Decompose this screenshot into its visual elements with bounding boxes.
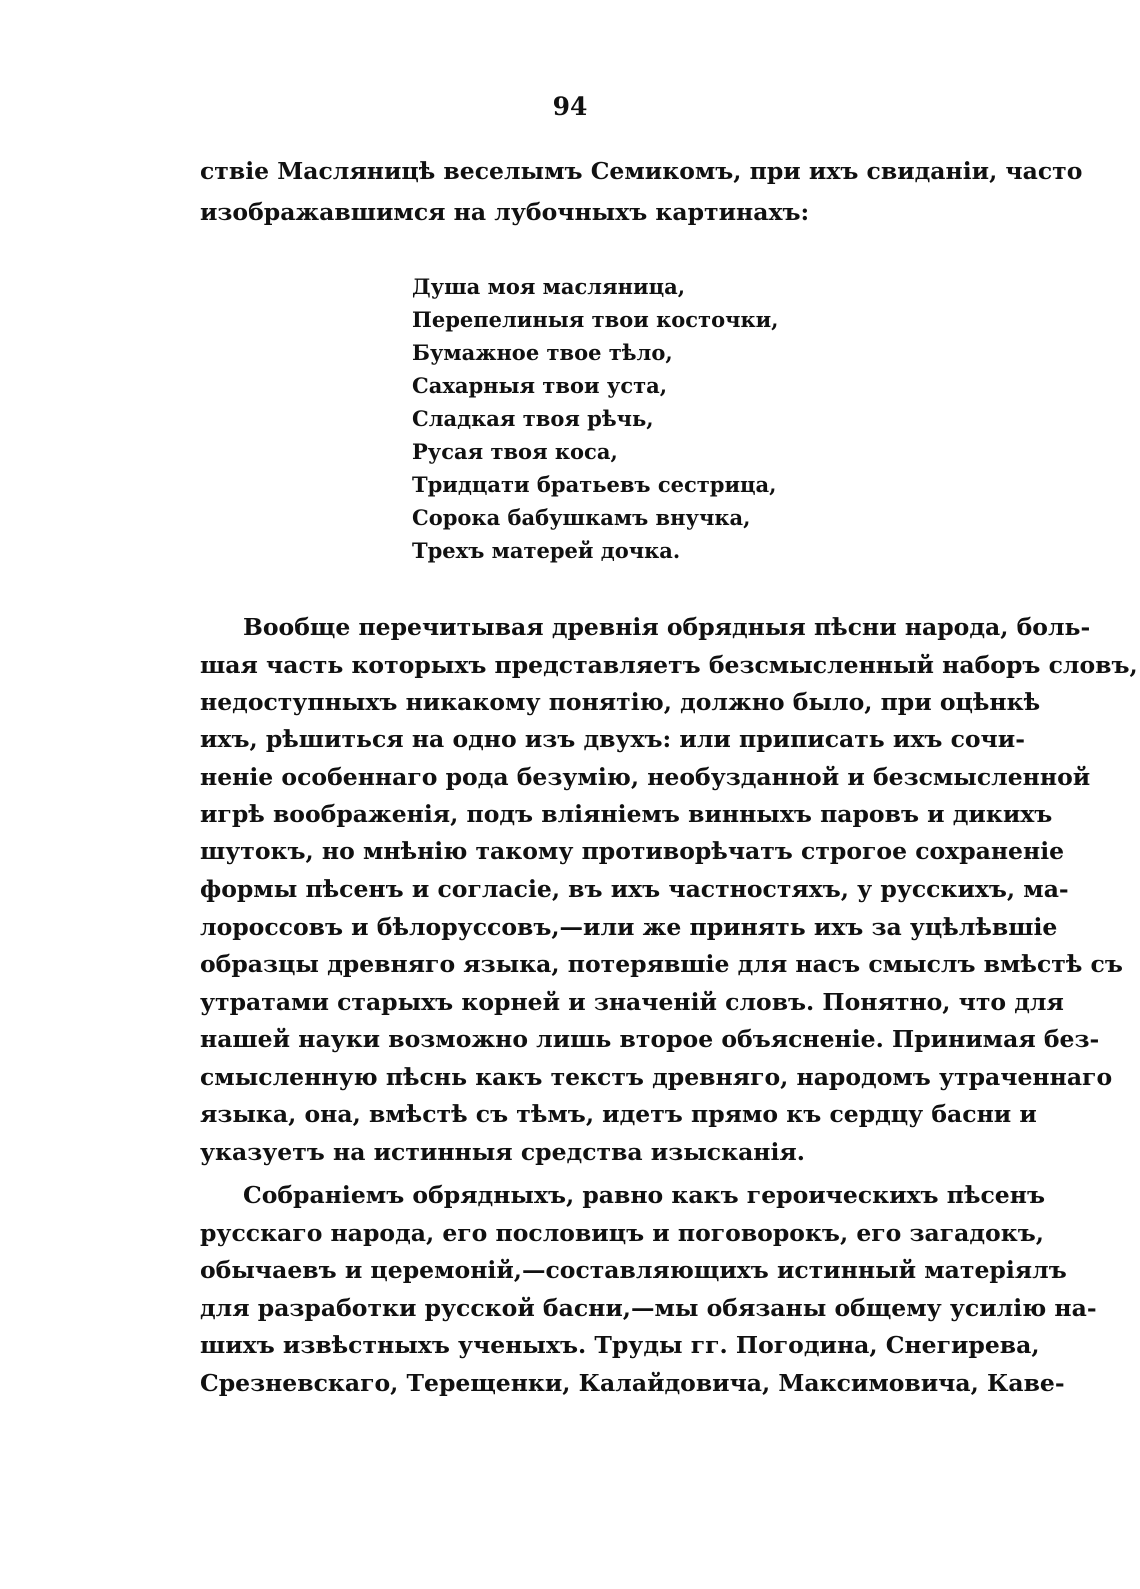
verse-line: Бумажное твое тѣло, [412,340,673,365]
text-line: формы пѣсенъ и согласіе, въ ихъ частностяхъ, у русскихъ, ма- [200,875,1069,903]
text-line: Вообще перечитывая древнія обрядныя пѣсни народа, боль- [243,613,1091,641]
verse-line: Перепелиныя твои косточки, [412,307,779,332]
text-line: для разработки русской басни,—мы обязаны общему усилію на- [200,1294,1097,1322]
text-line: нашей науки возможно лишь второе объясненіе. Принимая без- [200,1025,1100,1053]
text-line: утратами старыхъ корней и значеній словъ. Понятно, что для [200,988,1064,1016]
text-line: ихъ, рѣшиться на одно изъ двухъ: или приписать ихъ сочи- [200,725,1025,753]
page-number: 94 [552,92,588,121]
verse-line: Сладкая твоя рѣчь, [412,406,654,431]
verse-line: Сахарныя твои уста, [412,373,668,398]
text-line: неніе особеннаго рода безумію, необузданной и безсмысленной [200,763,1091,791]
verse-line: Тридцати братьевъ сестрица, [412,472,777,497]
text-line: шутокъ, но мнѣнію такому противорѣчатъ строгое сохраненіе [200,837,1065,865]
text-line: лороссовъ и бѣлоруссовъ,—или же принять ихъ за уцѣлѣвшіе [200,913,1058,941]
text-line: недоступныхъ никакому понятію, должно было, при оцѣнкѣ [200,688,1041,716]
text-line: образцы древняго языка, потерявшіе для насъ смыслъ вмѣстѣ съ [200,950,1123,978]
text-line: Срезневскаго, Терещенки, Калайдовича, Максимовича, Каве- [200,1369,1065,1397]
text-line: указуетъ на истинныя средства изысканія. [200,1138,805,1166]
verse-line: Сорока бабушкамъ внучка, [412,505,751,530]
text-line: шая часть которыхъ представляетъ безсмысленный наборъ словъ, [200,651,1138,679]
verse-line: Душа моя масляница, [412,274,686,299]
text-line: смысленную пѣснь какъ текстъ древняго, народомъ утраченнаго [200,1063,1113,1091]
text-line: шихъ извѣстныхъ ученыхъ. Труды гг. Погодина, Снегирева, [200,1331,1040,1359]
text-line: ствіе Масляницѣ веселымъ Семикомъ, при ихъ свиданіи, часто [200,157,1083,185]
verse-line: Русая твоя коса, [412,439,618,464]
text-line: языка, она, вмѣстѣ съ тѣмъ, идетъ прямо къ сердцу басни и [200,1100,1037,1128]
text-line: игрѣ воображенія, подъ вліяніемъ винныхъ паровъ и дикихъ [200,800,1053,828]
text-line: обычаевъ и церемоній,—составляющихъ истинный матеріялъ [200,1256,1067,1284]
text-line: изображавшимся на лубочныхъ картинахъ: [200,198,810,226]
text-line: русскаго народа, его пословицъ и поговорокъ, его загадокъ, [200,1219,1044,1247]
verse-line: Трехъ матерей дочка. [412,538,681,563]
text-line: Собраніемъ обрядныхъ, равно какъ героическихъ пѣсенъ [243,1181,1045,1209]
